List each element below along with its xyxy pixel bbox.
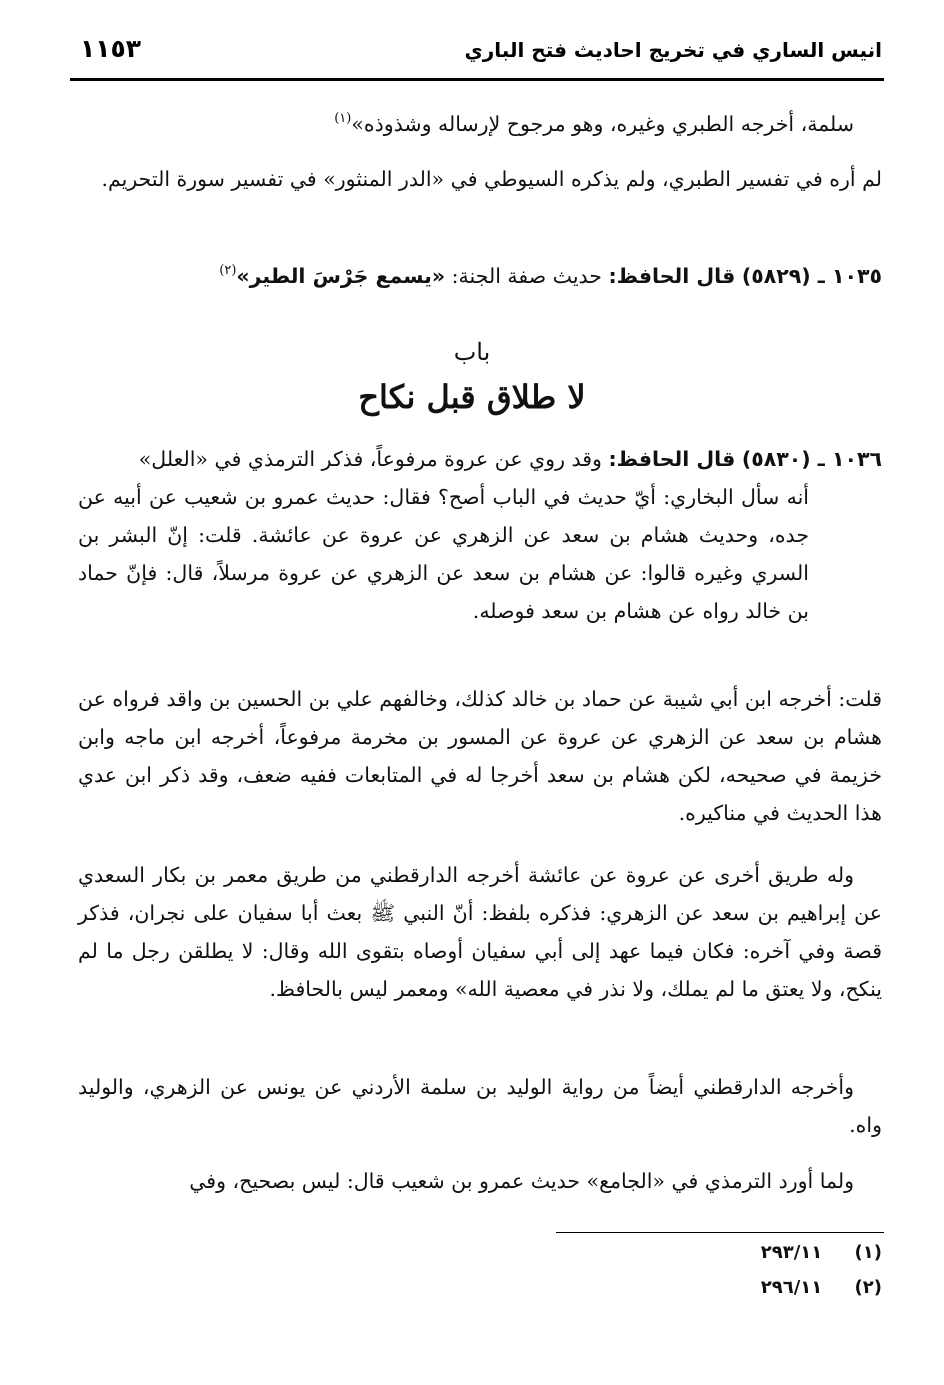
footnote-number: (٢) xyxy=(854,1277,882,1298)
hadith-entry-1036-head xyxy=(78,440,882,478)
page-number: ١١٥٣ xyxy=(80,34,142,63)
paragraph-another-route xyxy=(78,856,882,1008)
entry-quote: «يسمع جَرْسَ الطير» xyxy=(236,264,446,288)
footnote-number: (١) xyxy=(854,1242,882,1263)
paragraph-text: وأخرجه الدارقطني أيضاً من رواية الوليد بن سلمة الأردني عن يونس عن الزهري، والوليد واه. xyxy=(78,1075,882,1137)
paragraph-tirmidhi xyxy=(78,1162,882,1200)
footnote-separator xyxy=(556,1232,884,1233)
entry-text: حديث صفة الجنة: xyxy=(451,264,602,288)
paragraph-text: لم أره في تفسير الطبري، ولم يذكره السيوطي في «الدر المنثور» في تفسير سورة التحريم. xyxy=(101,167,882,191)
paragraph-text: قلت: أخرجه ابن أبي شيبة عن حماد بن خالد كذلك، وخالفهم علي بن الحسين بن واقد فرواه عن هشام بن سعد عن الزهري عن عروة عن المسور بن مخرمة مرفوعاً، أخرجه ابن ماجه وابن خزيمة في صحيحه، لكن هشام بن سعد أخرجا له في المتابعات ففيه ضعف، وقد ذكر ابن عدي هذا الحديث في مناكيره. xyxy=(78,687,882,825)
footnote-ref-2: (٢) xyxy=(219,263,237,278)
footnote-text: ٢٩٦/١١ xyxy=(760,1277,823,1298)
entry-label: قال الحافظ: xyxy=(608,447,736,471)
chapter-title: لا طلاق قبل نكاح xyxy=(358,378,586,416)
chapter-label: باب xyxy=(453,338,491,366)
running-header-title: انيس الساري في تخريج احاديث فتح الباري xyxy=(464,38,882,62)
entry-number: ١٠٣٦ ـ (٥٨٣٠) xyxy=(741,447,882,471)
paragraph-daraqutni xyxy=(78,1068,882,1144)
paragraph-continuation xyxy=(78,100,882,143)
paragraph-text: ولما أورد الترمذي في «الجامع» حديث عمرو بن شعيب قال: ليس بصحيح، وفي xyxy=(189,1169,854,1193)
entry-label: قال الحافظ: xyxy=(608,264,736,288)
header-rule xyxy=(70,78,884,81)
footnote-2 xyxy=(761,1277,882,1298)
paragraph-text: وله طريق أخرى عن عروة عن عائشة أخرجه الدارقطني من طريق معمر بن بكار السعدي عن إبراهيم بن سعد عن الزهري: فذكره بلفظ: أنّ النبي ﷺ بعث أبا سفيان على نجران، فذكر قصة وفي آخره: فكان فيما عهد إلى أبي سفيان أوصاه بتقوى الله وقال: لا يطلقن رجل ما لم ينكح، ولا يعتق ما لم يملك، ولا نذر في معصية الله» ومعمر ليس بالحافظ. xyxy=(78,863,882,1001)
footnote-text: ٢٩٣/١١ xyxy=(760,1242,823,1263)
entry-text: وقد روي عن عروة مرفوعاً، فذكر الترمذي في «العلل» xyxy=(138,447,602,471)
hadith-entry-1036-body xyxy=(78,478,809,630)
footnote-1 xyxy=(761,1242,882,1263)
entry-number: ١٠٣٥ ـ (٥٨٢٩) xyxy=(741,264,882,288)
paragraph-text: سلمة، أخرجه الطبري وغيره، وهو مرجوح لإرساله وشذوذه» xyxy=(351,112,854,136)
paragraph-tafsir-note xyxy=(78,160,882,198)
paragraph-qultu xyxy=(78,680,882,832)
entry-body: أنه سأل البخاري: أيّ حديث في الباب أصح؟ فقال: حديث عمرو بن شعيب عن أبيه عن جده، وحديث هشام بن سعد عن الزهري عن عروة عن عائشة. قلت: إنّ البشر بن السري وغيره قالوا: عن هشام بن سعد عن الزهري عن عروة مرسلاً، قال: فإنّ حماد بن خالد رواه عن هشام بن سعد فوصله. xyxy=(78,485,809,623)
hadith-entry-1035 xyxy=(78,252,882,295)
footnote-ref-1: (١) xyxy=(334,111,352,126)
